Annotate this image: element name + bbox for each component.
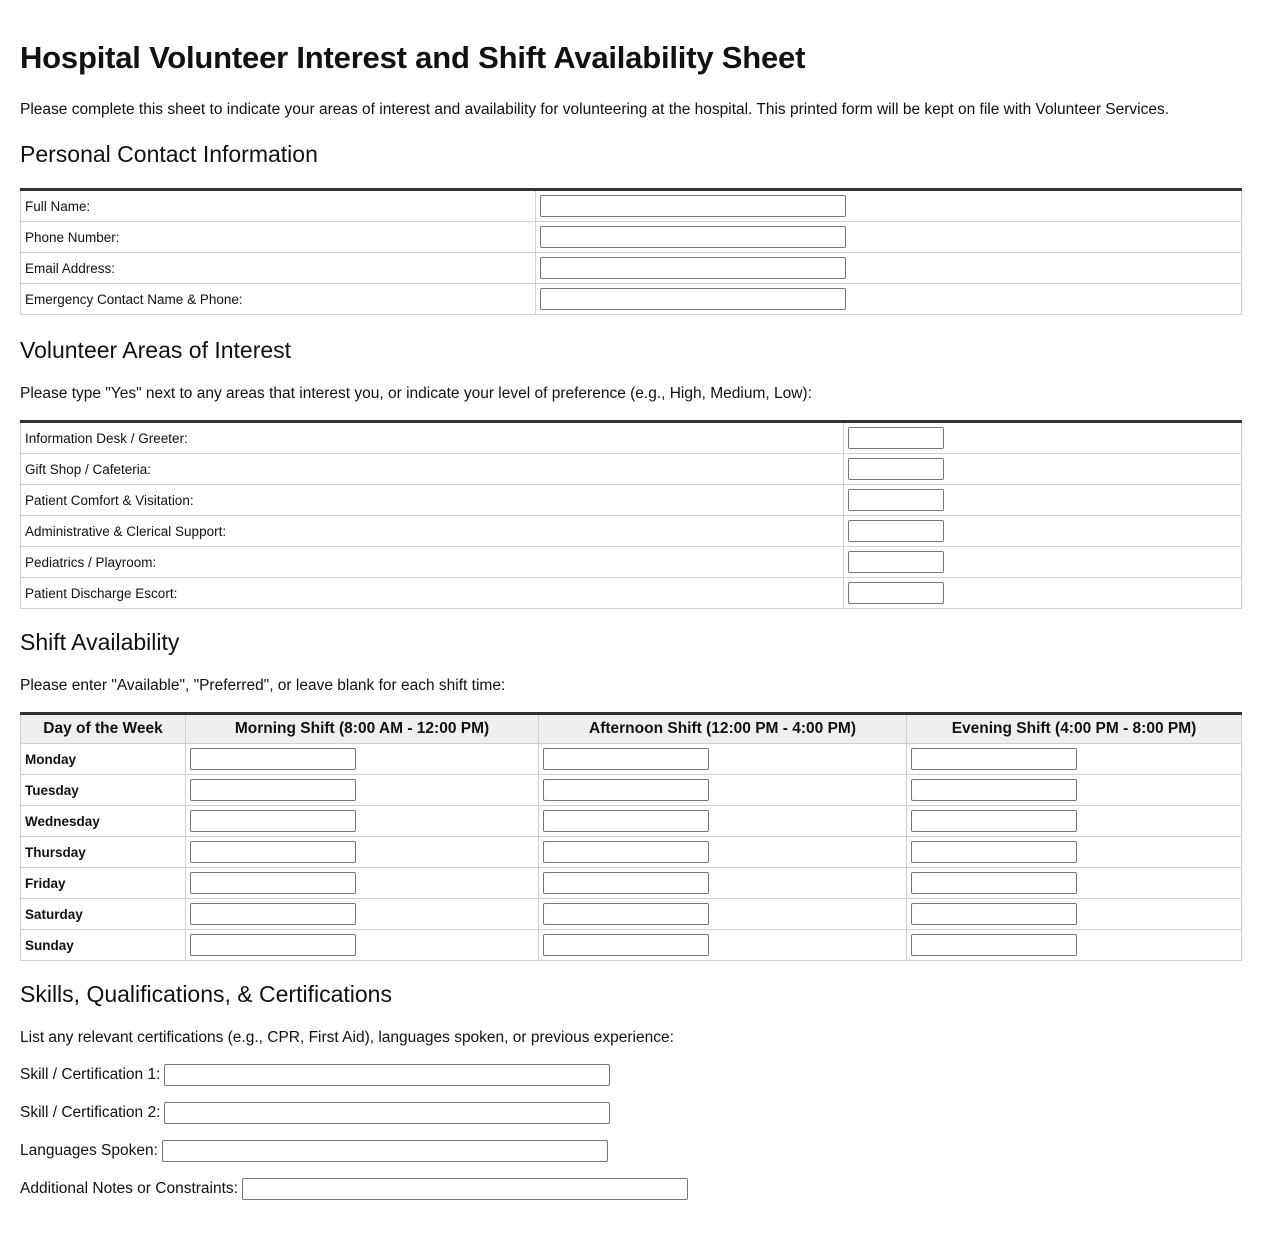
interests-note: Please type "Yes" next to any areas that interest you, or indicate your level of preference (e.g., High, Medium, Low): [20, 385, 812, 402]
column-header-evening: Evening Shift (4:00 PM - 8:00 PM) [907, 714, 1242, 744]
interests-section-heading: Volunteer Areas of Interest [20, 337, 292, 363]
friday-evening-input[interactable] [911, 872, 1077, 894]
interest-row-information-desk [21, 422, 1242, 454]
monday-evening-input[interactable] [911, 748, 1077, 770]
interest-row-gift-shop [21, 454, 1242, 485]
contact-row-emergency [21, 284, 1242, 315]
shifts-section-heading: Shift Availability [20, 629, 180, 655]
thursday-morning-input[interactable] [190, 841, 356, 863]
shift-row-sunday [21, 930, 1242, 961]
shift-row-thursday [21, 837, 1242, 868]
skills-section-heading: Skills, Qualifications, & Certifications [20, 981, 392, 1007]
patient-comfort-input[interactable] [848, 489, 944, 511]
additional-notes-row [20, 1177, 688, 1201]
day-label: Thursday [21, 837, 186, 868]
information-desk-input[interactable] [848, 427, 944, 449]
discharge-escort-input[interactable] [848, 582, 944, 604]
thursday-evening-input[interactable] [911, 841, 1077, 863]
day-label: Sunday [21, 930, 186, 961]
additional-notes-input[interactable] [242, 1178, 688, 1200]
interest-label: Administrative & Clerical Support: [21, 516, 844, 547]
skill-certification-2-input[interactable] [164, 1102, 610, 1124]
saturday-evening-input[interactable] [911, 903, 1077, 925]
column-header-day: Day of the Week [21, 714, 186, 744]
additional-notes-label: Additional Notes or Constraints: [20, 1180, 238, 1197]
day-label: Wednesday [21, 806, 186, 837]
skill-certification-1-input[interactable] [164, 1064, 610, 1086]
monday-afternoon-input[interactable] [543, 748, 709, 770]
wednesday-evening-input[interactable] [911, 810, 1077, 832]
interest-row-patient-comfort [21, 485, 1242, 516]
languages-label: Languages Spoken: [20, 1142, 158, 1159]
shifts-note: Please enter "Available", "Preferred", or leave blank for each shift time: [20, 677, 506, 694]
skill-row-1 [20, 1063, 610, 1087]
field-label: Emergency Contact Name & Phone: [21, 284, 536, 315]
interest-label: Information Desk / Greeter: [21, 422, 844, 454]
administrative-input[interactable] [848, 520, 944, 542]
interest-row-pediatrics [21, 547, 1242, 578]
monday-morning-input[interactable] [190, 748, 356, 770]
skill-1-label: Skill / Certification 1: [20, 1066, 161, 1083]
email-address-input[interactable] [540, 257, 846, 279]
shift-row-wednesday [21, 806, 1242, 837]
emergency-contact-input[interactable] [540, 288, 846, 310]
skill-2-label: Skill / Certification 2: [20, 1104, 161, 1121]
full-name-input[interactable] [540, 195, 846, 217]
interest-label: Patient Comfort & Visitation: [21, 485, 844, 516]
contact-section-heading: Personal Contact Information [20, 141, 318, 167]
interest-row-discharge-escort [21, 578, 1242, 609]
contact-row-email [21, 253, 1242, 284]
contact-row-phone [21, 222, 1242, 253]
day-label: Monday [21, 744, 186, 775]
field-label: Phone Number: [21, 222, 536, 253]
sunday-afternoon-input[interactable] [543, 934, 709, 956]
page-title: Hospital Volunteer Interest and Shift Availability Sheet [20, 40, 806, 75]
pediatrics-input[interactable] [848, 551, 944, 573]
tuesday-morning-input[interactable] [190, 779, 356, 801]
field-label: Email Address: [21, 253, 536, 284]
friday-morning-input[interactable] [190, 872, 356, 894]
interest-row-administrative [21, 516, 1242, 547]
day-label: Tuesday [21, 775, 186, 806]
languages-spoken-input[interactable] [162, 1140, 608, 1162]
page-intro: Please complete this sheet to indicate your areas of interest and availability for volunteering at the hospital. This printed form will be kept on file with Volunteer Services. [20, 101, 1170, 118]
shift-table [20, 712, 1242, 961]
skills-note: List any relevant certifications (e.g., CPR, First Aid), languages spoken, or previous experience: [20, 1029, 674, 1046]
languages-row [20, 1139, 608, 1163]
column-header-afternoon: Afternoon Shift (12:00 PM - 4:00 PM) [539, 714, 907, 744]
thursday-afternoon-input[interactable] [543, 841, 709, 863]
friday-afternoon-input[interactable] [543, 872, 709, 894]
interests-table [20, 420, 1242, 609]
wednesday-afternoon-input[interactable] [543, 810, 709, 832]
interest-label: Pediatrics / Playroom: [21, 547, 844, 578]
wednesday-morning-input[interactable] [190, 810, 356, 832]
gift-shop-input[interactable] [848, 458, 944, 480]
day-label: Friday [21, 868, 186, 899]
column-header-morning: Morning Shift (8:00 AM - 12:00 PM) [186, 714, 539, 744]
shift-row-friday [21, 868, 1242, 899]
shift-row-saturday [21, 899, 1242, 930]
phone-number-input[interactable] [540, 226, 846, 248]
tuesday-afternoon-input[interactable] [543, 779, 709, 801]
sunday-morning-input[interactable] [190, 934, 356, 956]
shift-header-row [21, 714, 1242, 744]
tuesday-evening-input[interactable] [911, 779, 1077, 801]
interest-label: Patient Discharge Escort: [21, 578, 844, 609]
sunday-evening-input[interactable] [911, 934, 1077, 956]
skill-row-2 [20, 1101, 610, 1125]
day-label: Saturday [21, 899, 186, 930]
saturday-morning-input[interactable] [190, 903, 356, 925]
field-label: Full Name: [21, 190, 536, 222]
shift-row-tuesday [21, 775, 1242, 806]
interest-label: Gift Shop / Cafeteria: [21, 454, 844, 485]
contact-table [20, 188, 1242, 315]
saturday-afternoon-input[interactable] [543, 903, 709, 925]
shift-row-monday [21, 744, 1242, 775]
contact-row-full-name [21, 190, 1242, 222]
